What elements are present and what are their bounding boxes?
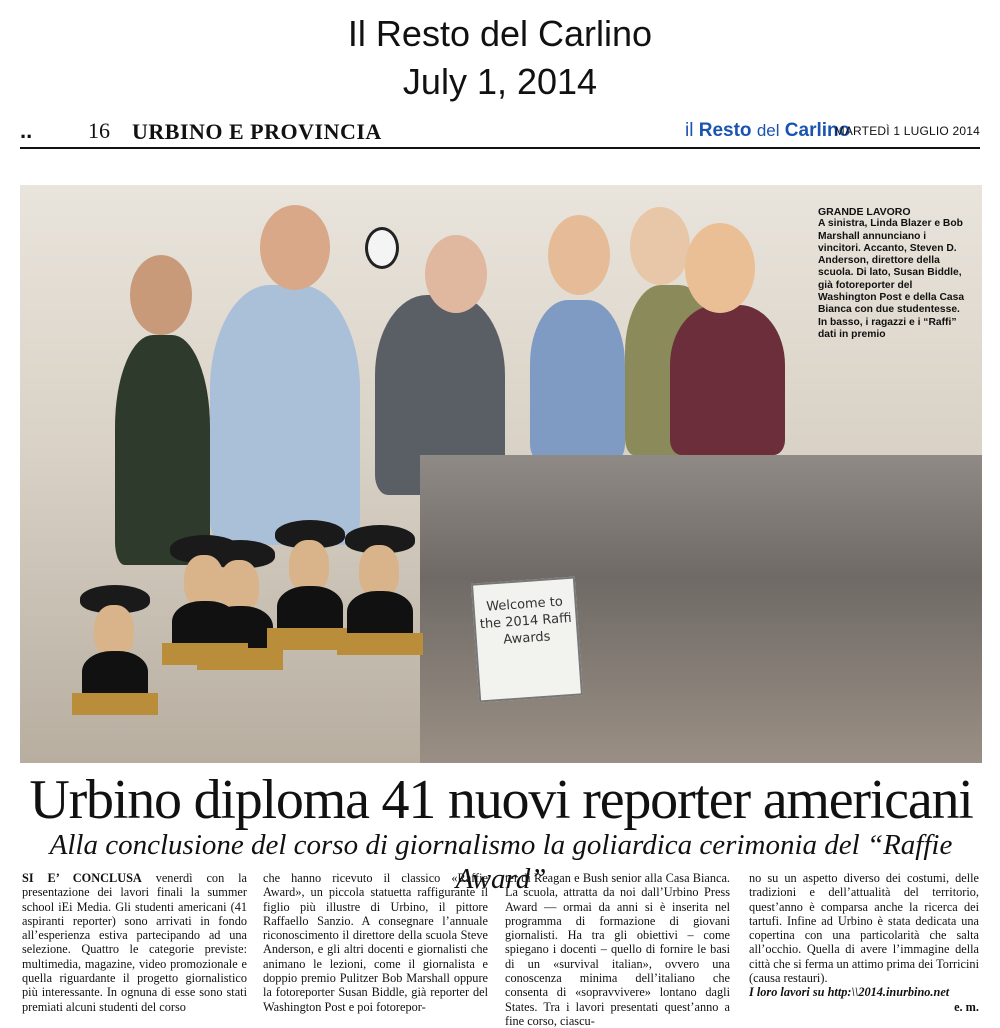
person-woman-left [115,335,210,565]
article-column-1: SI E’ CONCLUSA venerdì con la presentazione dei lavori finali la summer school iEi Media. Gli studenti americani (41 aspiranti reporter) sono arrivati in fondo all’esperienza estiva partecipando ad una selezione. Quattro le categorie previste: multimedia, magazine, video promozionale e quella riguardante il progetto giornalistico più interessante. In ognuna di esse sono stati premiati alcuni studenti del corso [22,871,247,1014]
person-man-shirt-head [260,205,330,290]
person-man-shirt [210,285,360,545]
raffie-statue-icon [275,520,345,650]
statue-base [337,633,423,655]
photo-caption [818,206,968,341]
document-title: Il Resto del Carlino [347,13,653,54]
person-student-right [670,305,785,455]
statue-bust [82,651,148,697]
author-signature: e. m. [954,999,979,1014]
person-student-left [530,300,625,460]
document-date: July 1, 2014 [402,61,598,102]
masthead-logo: il Resto del Carlino [685,120,851,141]
statue-base [72,693,158,715]
person-man-jacket-head [425,235,487,313]
statue-face [94,605,134,657]
statue-bust [277,586,343,632]
article-lead: SI E’ CONCLUSA [22,871,142,885]
person-student-right-head [685,223,755,313]
statue-base [162,643,248,665]
person-student-left-head [548,215,610,295]
raffie-statue-icon [345,525,415,655]
website-link: I loro lavori su http:\\2014.inurbino.net [749,985,950,1000]
article-column-2: che hanno ricevuto il classico «Raffie Award», un piccola statuetta raffigurante il figlio più illustre di Urbino, il pittore Raffaello Sanzio. A consegnare l’annuale riconoscimento il direttore della scuola Steve Anderson, e gli altri docenti e giornalisti che animano le lezioni, come il giornalista e doppio premio Pulitzer Bob Marshall oppure la fotoreporter Susan Biddle, già reporter del Washington Post e poi fotorepor- [263,871,488,1014]
article-column-4: no su un aspetto diverso dei costumi, delle tradizioni e dell’attualità del territorio, quest’anno è comparsa anche la ricerca dei tartufi. Infine ad Urbino è stata dedicata una copertina con una particolarità che salta all’occhio. Quella di avere l’immagine della città che si ferma un attimo prima dei Torricini (causa restauri). I loro lavori su http:\\2014.inurbino.net e. m. [749,871,979,1014]
page-number: 16 [88,118,110,143]
header-rule [20,147,980,149]
header-dots: .. [20,118,33,143]
section-title: URBINO E PROVINCIA [132,119,382,144]
article-headline: Urbino diploma 41 nuovi reporter americani [29,769,973,831]
article-subheadline: Alla conclusione del corso di giornalismo la goliardica cerimonia del “Raffie Award” [49,829,953,895]
article-column-3: ter di Reagan e Bush senior alla Casa Bianca. La scuola, attratta da noi dall’Urbino Press Award — ormai da anni si è inserita nel programma di formazione di giovani giornalisti. Ha tra gli obiettivi – come spiegano i docenti – quello di fornire le basi di un «survival italian», ovvero una conoscenza minima dell’italiano che consenta di «sopravvivere» lontano dagli States. Tra i lavori presentati quest’anno a fine corso, ciascu- [505,871,730,1028]
statue-face [359,545,399,597]
caption-title: GRANDE LAVORO [818,206,911,218]
newspaper-header [20,116,980,148]
raffie-statue-icon [170,535,240,665]
raffie-statue-icon [80,585,150,715]
statue-bust [172,601,238,647]
wall-clock-icon [365,227,399,269]
person-woman-center-head [630,207,690,285]
issue-date: MARTEDÌ 1 LUGLIO 2014 [834,124,980,138]
statue-face [184,555,224,607]
statue-face [289,540,329,592]
person-woman-left-head [130,255,192,335]
welcome-board: Welcome to the 2014 Raffi Awards [471,577,583,703]
caption-text: A sinistra, Linda Blazer e Bob Marshall annunciano i vincitori. Accanto, Steven D. Anderson, direttore della scuola. Di lato, Susan Biddle, già fotoreporter del Washington Post e della Casa Bianca con due studentesse. In basso, i ragazzi e i “Raffi” dati in premio [818,218,965,340]
statue-bust [347,591,413,637]
